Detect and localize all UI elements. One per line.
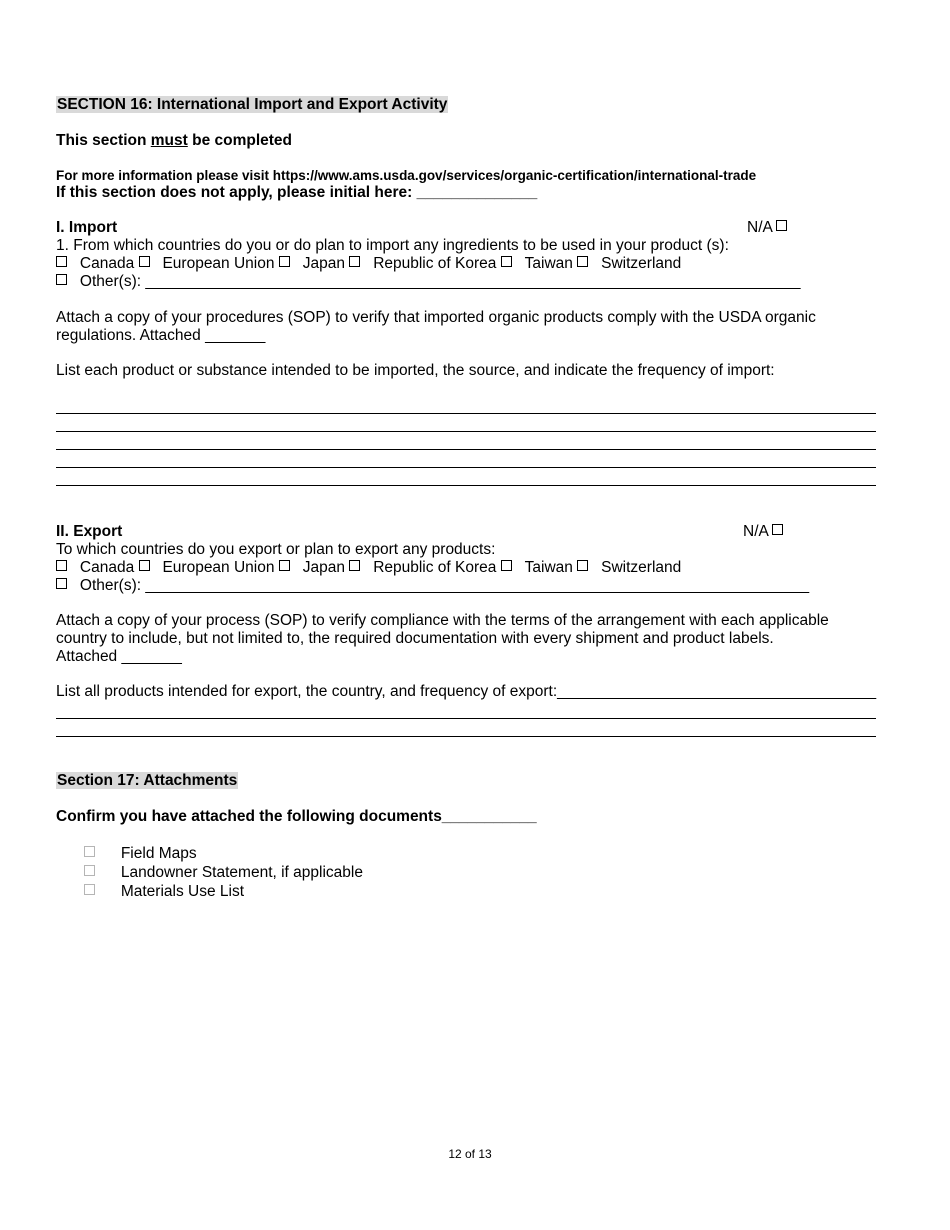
export-question: To which countries do you export or plan to export any products:	[56, 541, 496, 558]
export-country-switzerland: Switzerland	[601, 559, 682, 576]
attachment-item	[84, 864, 363, 882]
export-heading: II. Export	[56, 523, 123, 540]
must-complete-note: This section must be completed	[56, 132, 293, 149]
import-checkbox-others[interactable]	[56, 274, 67, 285]
export-sop-line1: Attach a copy of your process (SOP) to verify compliance with the terms of the arrangement with each applicable	[56, 612, 829, 629]
import-country-eu: European Union	[162, 255, 275, 272]
export-answer-line-2[interactable]	[56, 736, 876, 737]
import-checkbox-taiwan[interactable]	[501, 256, 512, 267]
import-checkbox-japan[interactable]	[279, 256, 290, 267]
export-checkbox-switzerland[interactable]	[577, 560, 588, 571]
import-list-prompt: List each product or substance intended to be imported, the source, and indicate the frequency of import:	[56, 362, 775, 379]
import-answer-line-1[interactable]	[56, 413, 876, 414]
import-country-switzerland: Switzerland	[601, 255, 682, 272]
import-checkbox-switzerland[interactable]	[577, 256, 588, 267]
import-sop-line2[interactable]: regulations. Attached _______	[56, 327, 266, 344]
info-link-line: For more information please visit https://www.ams.usda.gov/services/organic-certification/international-trade	[56, 168, 757, 183]
export-checkbox-eu[interactable]	[139, 560, 150, 571]
export-country-eu: European Union	[162, 559, 275, 576]
export-sop-line3[interactable]: Attached _______	[56, 648, 182, 665]
import-checkbox-eu[interactable]	[139, 256, 150, 267]
attachment-item	[84, 883, 244, 901]
export-checkbox-korea[interactable]	[349, 560, 360, 571]
import-others-field[interactable]: Other(s): ____________________________________________________________________________	[79, 273, 801, 290]
attachment-checkbox-landowner[interactable]	[84, 865, 95, 876]
export-country-taiwan: Taiwan	[524, 559, 573, 576]
import-country-canada: Canada	[79, 255, 135, 272]
import-country-row	[56, 255, 681, 273]
export-country-canada: Canada	[79, 559, 135, 576]
import-heading: I. Import	[56, 219, 118, 236]
import-checkbox-korea[interactable]	[349, 256, 360, 267]
export-na-checkbox[interactable]	[772, 524, 783, 535]
initial-line[interactable]: If this section does not apply, please initial here: ______________	[56, 184, 538, 201]
export-country-korea: Republic of Korea	[373, 559, 497, 576]
section17-title: Section 17: Attachments	[57, 772, 238, 789]
import-answer-line-2[interactable]	[56, 431, 876, 432]
attachment-item	[84, 845, 197, 863]
import-answer-line-5[interactable]	[56, 485, 876, 486]
import-na-checkbox[interactable]	[776, 220, 787, 231]
attachment-checkbox-field-maps[interactable]	[84, 846, 95, 857]
export-others-row	[56, 577, 809, 595]
import-country-korea: Republic of Korea	[373, 255, 497, 272]
import-country-japan: Japan	[302, 255, 345, 272]
attachment-label-materials: Materials Use List	[120, 883, 245, 900]
import-country-taiwan: Taiwan	[524, 255, 573, 272]
attachment-checkbox-materials[interactable]	[84, 884, 95, 895]
export-others-field[interactable]: Other(s): _____________________________________________________________________________	[79, 577, 810, 594]
export-checkbox-canada[interactable]	[56, 560, 67, 571]
section16-title: SECTION 16: International Import and Export Activity	[57, 96, 448, 113]
import-checkbox-canada[interactable]	[56, 256, 67, 267]
import-sop-line1: Attach a copy of your procedures (SOP) to verify that imported organic products comply with the USDA organic	[56, 309, 816, 326]
export-list-prompt[interactable]: List all products intended for export, the country, and frequency of export:_____________________________________	[56, 683, 877, 700]
import-na[interactable]: N/A	[747, 219, 787, 237]
page-number: 12 of 13	[448, 1147, 492, 1161]
attachment-label-field-maps: Field Maps	[120, 845, 197, 862]
export-checkbox-japan[interactable]	[279, 560, 290, 571]
export-answer-line-1[interactable]	[56, 718, 876, 719]
export-checkbox-others[interactable]	[56, 578, 67, 589]
attachment-label-landowner: Landowner Statement, if applicable	[120, 864, 363, 881]
import-answer-line-4[interactable]	[56, 467, 876, 468]
attachments-confirm-line[interactable]: Confirm you have attached the following documents___________	[56, 808, 537, 825]
export-country-japan: Japan	[302, 559, 345, 576]
import-others-row	[56, 273, 801, 291]
import-question: 1. From which countries do you or do plan to import any ingredients to be used in your product (s):	[56, 237, 729, 254]
export-country-row	[56, 559, 681, 577]
export-sop-line2: country to include, but not limited to, the required documentation with every shipment and product labels.	[56, 630, 774, 647]
export-na[interactable]: N/A	[743, 523, 783, 541]
export-checkbox-taiwan[interactable]	[501, 560, 512, 571]
import-answer-line-3[interactable]	[56, 449, 876, 450]
